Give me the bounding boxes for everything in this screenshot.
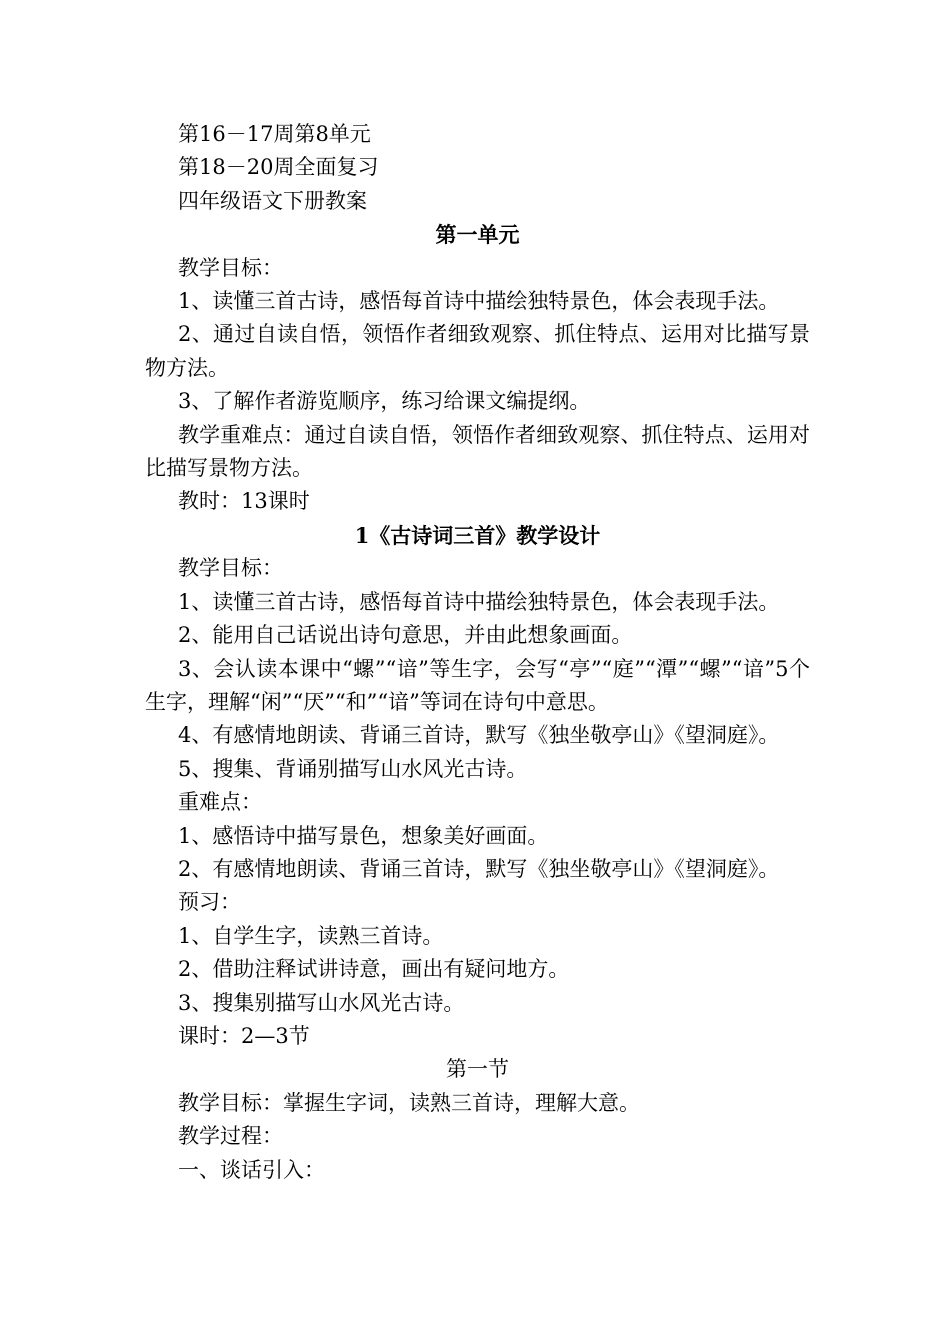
lesson-heading: 1《古诗词三首》教学设计 bbox=[354, 522, 601, 548]
schedule-line: 第16－17周第8单元 bbox=[178, 122, 371, 146]
section-label: 教学过程： bbox=[178, 1124, 283, 1149]
paragraph: 3、了解作者游览顺序，练习给课文编提纲。 bbox=[178, 389, 591, 414]
paragraph: 1、读懂三首古诗，感悟每首诗中描绘独特景色，体会表现手法。 bbox=[178, 289, 780, 314]
paragraph: 教学重难点：通过自读自悟，领悟作者细致观察、抓住特点、运用对比描写景物方法。 bbox=[145, 422, 810, 481]
paragraph: 5、搜集、背诵别描写山水风光古诗。 bbox=[178, 756, 528, 781]
section-heading: 第一节 bbox=[446, 1057, 509, 1082]
document-body bbox=[145, 118, 810, 1187]
paragraph: 2、能用自己话说出诗句意思，并由此想象画面。 bbox=[178, 623, 633, 648]
paragraph: 教学目标：掌握生字词，读熟三首诗，理解大意。 bbox=[178, 1090, 640, 1115]
section-label: 教学目标： bbox=[178, 556, 283, 581]
paragraph: 1、感悟诗中描写景色，想象美好画面。 bbox=[178, 823, 549, 848]
paragraph: 3、搜集别描写山水风光古诗。 bbox=[178, 990, 465, 1015]
paragraph: 4、有感情地朗读、背诵三首诗，默写《独坐敬亭山》《望洞庭》。 bbox=[178, 723, 780, 748]
unit-heading: 第一单元 bbox=[435, 222, 520, 248]
paragraph: 教时：13课时 bbox=[178, 489, 310, 514]
paragraph: 1、读懂三首古诗，感悟每首诗中描绘独特景色，体会表现手法。 bbox=[178, 589, 780, 614]
paragraph: 3、会认读本课中“螺”“谙”等生字，会写“亭”“庭”“潭”“螺”“谙”5个生字，理解“闲”“厌”“和”“谙”等词在诗句中意思。 bbox=[145, 656, 810, 714]
paragraph: 一、谈话引入： bbox=[178, 1157, 325, 1182]
paragraph: 2、借助注释试讲诗意，画出有疑问地方。 bbox=[178, 957, 570, 982]
document-title: 四年级语文下册教案 bbox=[178, 188, 367, 213]
paragraph: 课时：2—3节 bbox=[178, 1023, 310, 1048]
schedule-line: 第18－20周全面复习 bbox=[178, 155, 379, 180]
section-label: 重难点： bbox=[178, 790, 262, 815]
paragraph: 2、有感情地朗读、背诵三首诗，默写《独坐敬亭山》《望洞庭》。 bbox=[178, 856, 780, 881]
section-label: 预习： bbox=[178, 890, 241, 915]
section-label: 教学目标： bbox=[178, 255, 283, 280]
paragraph: 2、通过自读自悟，领悟作者细致观察、抓住特点、运用对比描写景物方法。 bbox=[145, 322, 810, 380]
paragraph: 1、自学生字，读熟三首诗。 bbox=[178, 923, 444, 948]
